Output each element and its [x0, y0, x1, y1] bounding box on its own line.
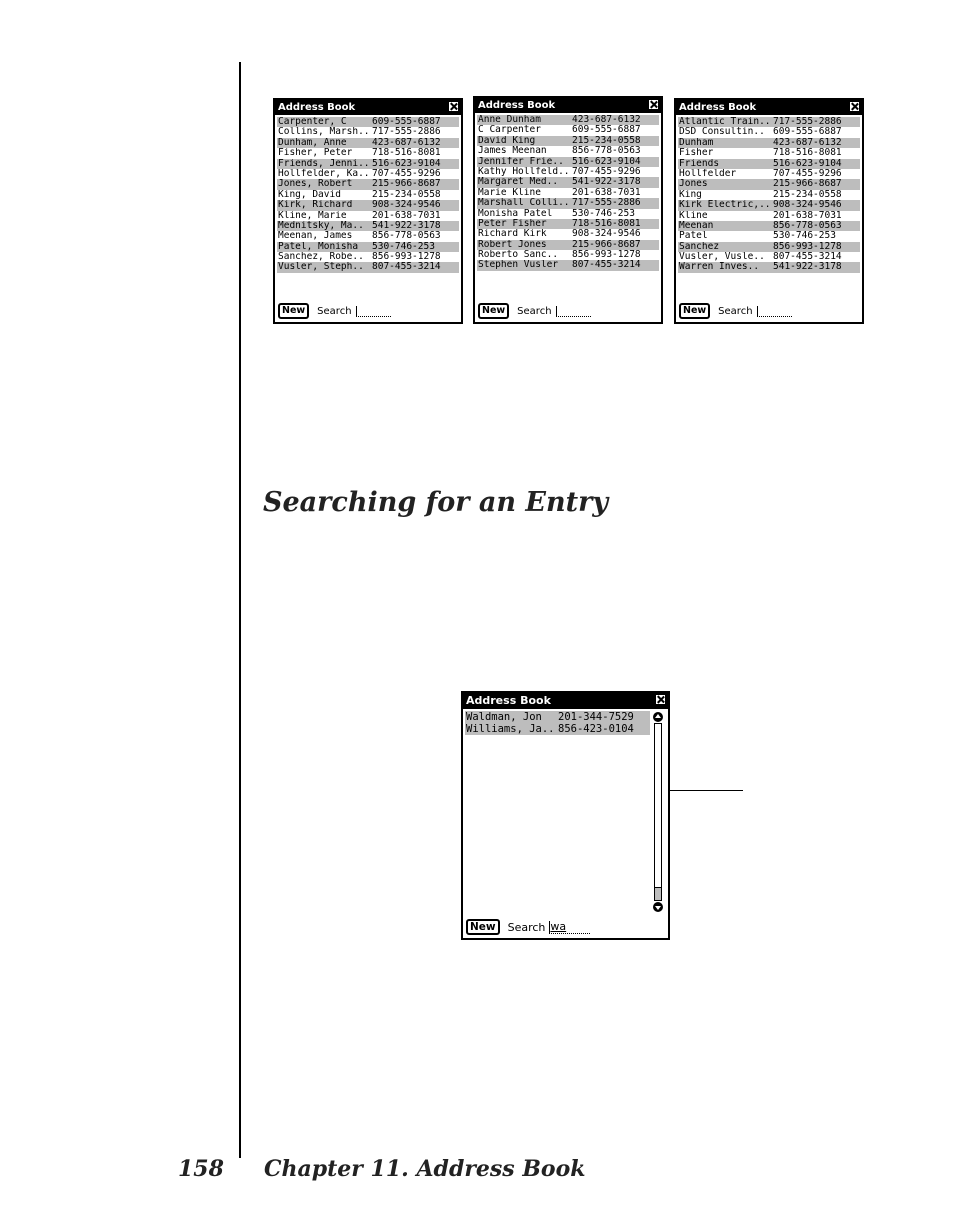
list-item[interactable]: Kirk Electric,.. 908-324-9546 — [678, 200, 860, 210]
list-item[interactable]: Fisher 718-516-8081 — [679, 148, 842, 159]
new-button[interactable]: New — [679, 303, 710, 319]
list-item[interactable]: C Carpenter 609-555-6887 — [478, 125, 641, 136]
list-item[interactable]: Richard Kirk 908-324-9546 — [478, 229, 641, 240]
list-item[interactable]: DSD Consultin.. 609-555-6887 — [679, 127, 842, 138]
list-item[interactable]: Kline, Marie 201-638-7031 — [278, 210, 441, 221]
contact-list — [475, 113, 661, 271]
list-item[interactable]: Marie Kline 201-638-7031 — [478, 187, 641, 198]
list-item[interactable]: Vusler, Vusle.. 807-455-3214 — [679, 252, 842, 263]
list-item[interactable]: Kathy Hollfeld.. 707-455-9296 — [478, 166, 641, 177]
address-book-search-screen — [461, 691, 670, 940]
list-item[interactable]: Margaret Med.. 541-922-3178 — [477, 177, 659, 187]
list-item[interactable]: Jones, Robert 215-966-8687 — [277, 179, 459, 189]
search-label: Search — [517, 305, 552, 317]
list-item[interactable]: Carpenter, C 609-555-6887 — [277, 117, 459, 127]
section-heading: Searching for an Entry — [263, 487, 609, 518]
new-button[interactable]: New — [278, 303, 309, 319]
list-item[interactable]: King 215-234-0558 — [679, 189, 842, 200]
list-item[interactable]: Jennifer Frie.. 516-623-9104 — [477, 157, 659, 167]
close-icon[interactable] — [649, 100, 658, 109]
list-item[interactable]: Kirk, Richard 908-324-9546 — [277, 200, 459, 210]
new-button[interactable]: New — [466, 919, 500, 935]
search-input[interactable] — [556, 306, 591, 317]
search-input[interactable] — [757, 306, 792, 317]
contact-list — [275, 115, 461, 273]
list-item[interactable]: Stephen Vusler 807-455-3214 — [477, 260, 659, 270]
callout-line — [670, 790, 743, 791]
list-item[interactable]: King, David 215-234-0558 — [278, 189, 441, 200]
list-item[interactable]: Hollfelder 707-455-9296 — [679, 168, 842, 179]
margin-rule — [239, 62, 241, 1158]
scroll-thumb[interactable] — [654, 887, 662, 901]
window-title-text: Address Book — [278, 102, 356, 113]
list-item[interactable]: Sanchez, Robe.. 856-993-1278 — [278, 252, 441, 263]
search-label: Search — [317, 305, 352, 317]
chapter-title: Chapter 11. Address Book — [264, 1156, 586, 1182]
list-item[interactable]: Friends, Jenni.. 516-623-9104 — [277, 159, 459, 169]
scroll-up-arrow-icon[interactable] — [653, 712, 663, 722]
list-item[interactable]: Meenan 856-778-0563 — [678, 221, 860, 231]
bottom-bar — [278, 303, 391, 319]
list-item[interactable]: Friends 516-623-9104 — [678, 159, 860, 169]
page-number: 158 — [178, 1156, 224, 1182]
list-item[interactable]: Jones 215-966-8687 — [678, 179, 860, 189]
scroll-track[interactable] — [654, 723, 662, 901]
bottom-bar — [478, 303, 591, 319]
address-book-screen-by-first-name — [473, 96, 663, 324]
list-item[interactable]: Williams, Ja.. 856-423-0104 — [465, 723, 650, 735]
new-button[interactable]: New — [478, 303, 509, 319]
list-item[interactable]: Robert Jones 215-966-8687 — [477, 240, 659, 250]
list-item[interactable]: Dunham, Anne 423-687-6132 — [277, 138, 459, 148]
list-item[interactable]: Anne Dunham 423-687-6132 — [477, 115, 659, 125]
list-item[interactable]: Patel 530-746-253 — [679, 231, 836, 242]
window-title-text: Address Book — [679, 102, 757, 113]
list-item[interactable]: Marshall Colli.. 717-555-2886 — [477, 198, 659, 208]
scrollbar[interactable] — [653, 712, 663, 912]
window-title — [275, 100, 461, 115]
search-input[interactable] — [356, 306, 391, 317]
list-item[interactable]: Kline 201-638-7031 — [679, 210, 842, 221]
list-item[interactable]: Patel, Monisha 530-746-253 — [277, 242, 459, 252]
list-item[interactable]: David King 215-234-0558 — [477, 136, 659, 146]
window-title-text: Address Book — [466, 694, 551, 707]
search-label: Search — [507, 920, 546, 934]
list-item[interactable]: Mednitsky, Ma.. 541-922-3178 — [277, 221, 459, 231]
close-icon[interactable] — [449, 102, 458, 111]
window-title-text: Address Book — [478, 100, 556, 111]
list-item[interactable]: Monisha Patel 530-746-253 — [478, 208, 635, 219]
list-item[interactable]: Collins, Marsh.. 717-555-2886 — [278, 127, 441, 138]
list-item[interactable]: Sanchez 856-993-1278 — [678, 242, 860, 252]
bottom-bar — [679, 303, 792, 319]
window-title — [676, 100, 862, 115]
address-book-screen-by-last-name — [273, 98, 463, 324]
list-item[interactable]: James Meenan 856-778-0563 — [478, 146, 641, 157]
list-item[interactable]: Peter Fisher 718-516-8081 — [477, 219, 659, 229]
search-input[interactable]: wa — [549, 921, 590, 934]
list-item[interactable]: Roberto Sanc.. 856-993-1278 — [478, 250, 641, 261]
contact-list — [463, 709, 668, 735]
list-item[interactable]: Atlantic Train.. 717-555-2886 — [678, 117, 860, 127]
list-item[interactable]: Dunham 423-687-6132 — [678, 138, 860, 148]
close-icon[interactable] — [850, 102, 859, 111]
list-item[interactable]: Hollfelder, Ka.. 707-455-9296 — [278, 168, 441, 179]
scroll-down-arrow-icon[interactable] — [653, 902, 663, 912]
list-item[interactable]: Warren Inves.. 541-922-3178 — [678, 262, 860, 272]
address-book-screen-by-company — [674, 98, 864, 324]
search-label: Search — [718, 305, 753, 317]
list-item[interactable]: Fisher, Peter 718-516-8081 — [278, 148, 441, 159]
list-item[interactable]: Meenan, James 856-778-0563 — [278, 231, 441, 242]
bottom-bar — [466, 919, 590, 935]
list-item[interactable]: Waldman, Jon 201-344-7529 — [465, 711, 650, 723]
close-icon[interactable] — [656, 695, 665, 704]
window-title — [475, 98, 661, 113]
contact-list — [676, 115, 862, 273]
window-title — [463, 693, 668, 709]
list-item[interactable]: Vusler, Steph.. 807-455-3214 — [277, 262, 459, 272]
